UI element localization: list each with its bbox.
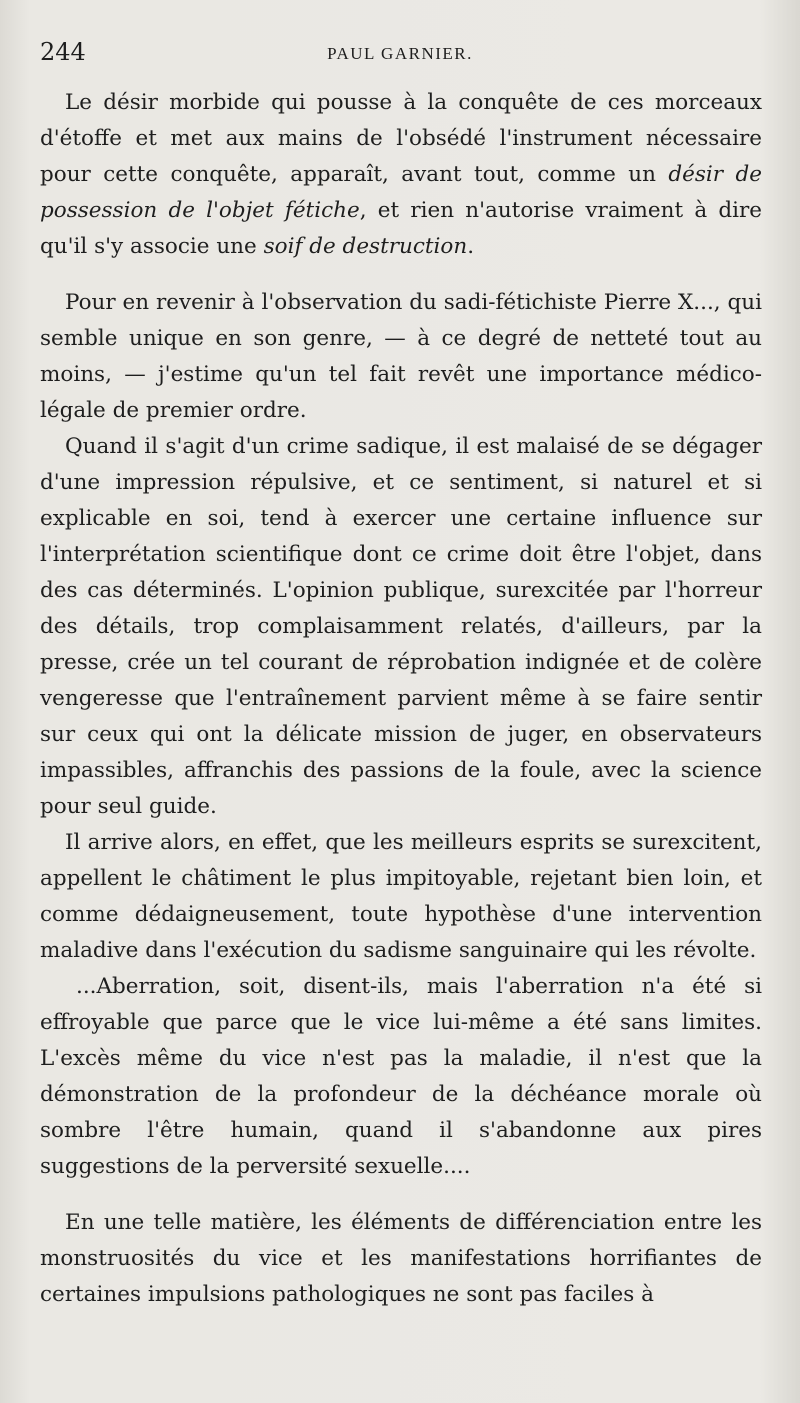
paragraph-1-text-c: , et rien n'autorise vraiment à dire qu'il s'y associe une [40, 198, 762, 259]
paragraph-1 [40, 85, 762, 265]
running-head [40, 38, 760, 78]
paragraph-1-text-a: Le désir morbide qui pousse à la conquête de ces morceaux d'étoffe et met aux mains de l'obsédé l'instrument nécessaire pour cette conquête, apparaît, avant tout, comme un [40, 90, 762, 187]
page-number: 244 [40, 38, 86, 66]
paragraph-1-italic-destruction: soif de destruction [263, 234, 468, 259]
paragraph-3: Quand il s'agit d'un crime sadique, il est malaisé de se dégager d'une impression répulsive, et ce sentiment, si naturel et si explicable en soi, tend à exercer une certaine influence sur l'interprétation scientifique dont ce crime doit être l'objet, dans des cas déterminés. L'opinion publique, surexcitée par l'horreur des détails, trop complaisamment relatés, d'ailleurs, par la presse, crée un tel courant de réprobation indignée et de colère vengeresse que l'entraînement parvient même à se faire sentir sur ceux qui ont la délicate mission de juger, en observateurs impassibles, affranchis des passions de la foule, avec la science pour seul guide. [40, 434, 762, 819]
paragraph-4: Il arrive alors, en effet, que les meilleurs esprits se surexcitent, appellent le châtiment le plus impitoyable, rejetant bien loin, et comme dédaigneusement, toute hypothèse d'une intervention maladive dans l'exécution du sadisme sanguinaire qui les révolte. [40, 830, 762, 963]
paragraph-2: Pour en revenir à l'observation du sadi-fétichiste Pierre X..., qui semble unique en son genre, — à ce degré de netteté tout au moins, — j'estime qu'un tel fait revêt une importance médico-légale de premier ordre. [40, 290, 762, 423]
paragraph-1-text-e: . [467, 234, 475, 259]
paragraph-6: En une telle matière, les éléments de différenciation entre les monstruosités du vice et les manifestations horrifiantes de certaines impulsions pathologiques ne sont pas faciles à [40, 1210, 762, 1307]
page-body [40, 85, 762, 1313]
paragraph-5: ...Aberration, soit, disent-ils, mais l'aberration n'a été si effroyable que parce que le vice lui-même a été sans limites. L'excès même du vice n'est pas la maladie, il n'est que la démonstration de la profondeur de la déchéance morale où sombre l'être humain, quand il s'abandonne aux pires suggestions de la perversité sexuelle.... [40, 974, 762, 1179]
paragraph-1-italic-possession: désir de possession de l'objet fétiche [40, 162, 762, 223]
running-title: PAUL GARNIER. [327, 44, 473, 63]
